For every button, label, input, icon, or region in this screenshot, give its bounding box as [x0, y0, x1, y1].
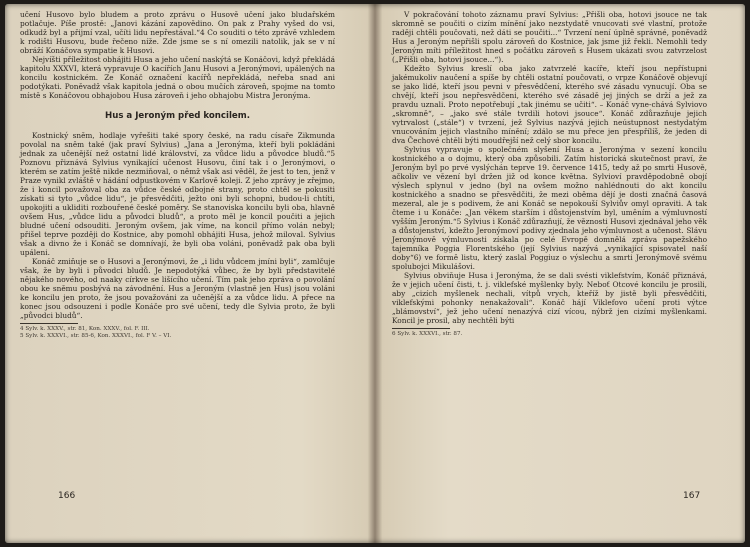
page-number-right: 167 [683, 491, 701, 501]
footnote: 5 Sylv. k. XXXVI., str. 85-6, Kon. XXXVI., fol. F V. – VI. [20, 333, 172, 340]
right-page [392, 10, 707, 530]
footnote-rule [392, 328, 450, 329]
page-number-left: 166 [58, 491, 76, 501]
paragraph: Sylvius vypravuje o společném slyšení Husa a Jeronýma v sezení koncilu kostnického a o dojmu, který oba způsobili. Zatím historická skutečnost praví, že Jeroným byl po prvé vyslýchán teprve 19. července 1415, tedy až po smrti Husově, ačkoliv ve vězení byl držen již od konce května. Sylvioví pravděpodobně obojí výslech splynul v jedno (byl na ovšem možno nahlédnouti do akt koncilu kostnického a snadno se přesvědčiti, že mezi oběma dějí je dosti značná časová mezeral, ale je s podivem, že ani Konáč se nepokouší Sylviův omyl opraviti. A tak čteme i u Konáče: „Jan věkem starším i důstojenstvím byl, uměním a výmluvností vyšším Jeroným.“5 Sylvius i Konáč zdůrazňují, že věznosti Husovi zjednával jeho věk a důstojenství, kdežto Jeronýmoví podivy zjednala jeho výmluvnost a učenost. Slávu Jeronýmově výmluvnosti získala po celé Evropě domnělá zpráva papežského tajemníka Poggia Florentského (její Sylvius nazývá „vynikající spisovatel naší doby“6) ve formě listu, který zaslal Poggiuz o výslechu a smrti Jeronýmově svému spolubojci Mikulášovi. [392, 145, 707, 271]
paragraph: Kostnický sněm, hodlaje vyřešiti také spory české, na radu císaře Zikmunda povolal na sněm také (jak praví Sylvius) „Jana a Jeronýma, kteří byli pokládáni jednak za učenější než ostatní lidé království, za vůdce lidu a původce bludů.“5 Poznovu přiznává Sylvius vynikající učenost Husovu, činí tak i o Jeronýmovi, o kterém se zatím ještě nikde nezmiňoval, o němž však asi věděl, že jest to ten, jenž v Praze vynikl zvláště v hádání odpustkovém v Karlově koleji. Z jeho zprávy je zřejmo, že i koncil považoval oba za vůdce české odbojné strany, proto chtěl se pokusiti získati si tyto „vůdce lidu“, je přesvědčiti, ježto oni byli schopni, budou-li chtíti, upokojiti a ukliditi rozbouřené české poměry. Se stanoviska koncilu byli oba, hlavně ovšem Hus, „vůdce lidu a původci bludů“, a proto měl je koncil poučiti a jejich bludné učení odsouditi. Jeroným ovšem, jak víme, na koncil přímo volán nebyl; přišel teprve později do Kostnice, aby pomohl obhájiti Husa, jehož miloval. Sylvius však a divno že i Konáč se domnívají, že byli oba voláni, poněvadž pak oba byli upáleni. [20, 131, 335, 257]
left-page [20, 10, 335, 530]
paragraph: Nejvíšti příležitost obhájiti Husa a jeho učení naskýtá se Konáčovi, když překládá kapitolu XXXVI, která vypravuje O kacířích Janu Husovi a Jeronýmovi, upálených na koncilu kostnickém. Ze Konáč označení kacířů nepřekládá, neřeba snad ani podotýkati. Poněvadž však kapitola jedná o obou mučích zároveň, spojme na tomto místě s Konáčovou obhajobou Husa zároveň i jeho obhajobu Mistra Jeronýma. [20, 55, 335, 100]
paragraph: Konáč zmiňuje se o Husovi a Jeronýmovi, že „i lidu vůdcem jmíni byli“, zamlčuje však, že by byli i původci bludů. Je nepodotýká vůbec, že by byli představitelé nějakého nového, od naaky církve se lišícího učení. Tím pak jeho zpráva o povolání obou ke sněmu posbývá na závodnění. Hus a Jeroným (vlastně jen Hus) jsou voláni ke koncilu jen proto, že jsou považováni za učenější a za vůdce lidu. A přece na konec jsou odsouzeni i podle Konáče pro své učení, tedy dle Sylvia proto, že byli „původci bludů“. [20, 257, 335, 320]
paragraph: Sylvius obviňuje Husa i Jeronýma, že se dali svésti viklefstvím, Konáč přiznává, že v jejich učení čisti, t. j. viklefské myšlenky byly. Neboť Otcové koncilu je prosili, aby „cizích myšlenek nechali, vítpů vrych, kteříž by jistě byli přesvědčiti, viklefskými pohonky nenakažovali“. Konáč hájí Viklefovo učení proti výtce „blámovství“, jež jeho učení nenazývá cizí vícou, nýbrž jen cizími myšlenkami. Koncil je prosil, aby nechtěli býti [392, 271, 707, 325]
footnote: 4 Sylv. k. XXXV., str. 81, Kon. XXXV., fol. F. III. [20, 326, 150, 332]
paragraph: učení Husovo bylo bludem a proto zprávu o Husově učení jako bludařském potlačuje. Píše prostě: „Janovi kázání zapovědino. On pak z Prahy vyšed do vsi, odkudž byl a přijmí vzal, učíti lidu nepřestával.“4 Co souditi o této zprávě vzhledem k rodišti Husovu, bude řečeno níže. Zde jsme se s ní omezili natolik, jak se v ní obráží Konáčova sympatie k Husovi. [20, 10, 335, 55]
paragraph: Kdežto Sylvius kreslí oba jako zatvrzelé kacíře, kteří jsou nepřístupni jakémukoliv naučení a spíše by chtěli ostatní poučovati, o vrpze Konáčově objevují se jako lidé, kteří jsou pevni v přesvědčení, kterého své zásadu vynucují. Oba se chvějí, kteří jsou nepřesvědčeni, kterého své zásadě jej jiných se drží a jež za pravdu uznali. Proto nepotřebují „tak jinému se učiti“. – Konáč vyne-chává Sylviovo „skromně“, – „jako své stále tvrdili hotovi jsouce“. Konáč zdůrazňuje jejich vytrvalost („stále“) v tvrzení, jež Sylvius nazývá jejich neústupnost nestydatým vnucováním jejich vlastního mínění; zdálo se mu přece jen přespřílíš, že jeden di dva Čechové chtěli býti moudřejší než celý sbor koncilu. [392, 64, 707, 145]
paragraph: V pokračování tohoto záznamu praví Sylvius: „Přišli oba, hotovi jsouce ne tak skromně se poučiti o cizím mínění jako nezstydatě vnucovati své vlastní, protože raději chtěli poučovati, než dáti se poučiti...“ Tvrzení není úplně správné, poněvadž Hus a Jeroným nepřišli spolu zároveň do Kostnice, jak jsme již řekli. Nemohli tedy Jeroným míti příležitost hned s počátku zároveň s Husem ukázati svou zatvrzelost („Přišli oba, hotovi jsouce...“). [392, 10, 707, 64]
footnote: 6 Sylv. k. XXXVI., str. 87. [392, 331, 463, 337]
footnote-rule [20, 323, 78, 324]
section-heading: Hus a Jeroným před koncilem. [105, 111, 250, 121]
